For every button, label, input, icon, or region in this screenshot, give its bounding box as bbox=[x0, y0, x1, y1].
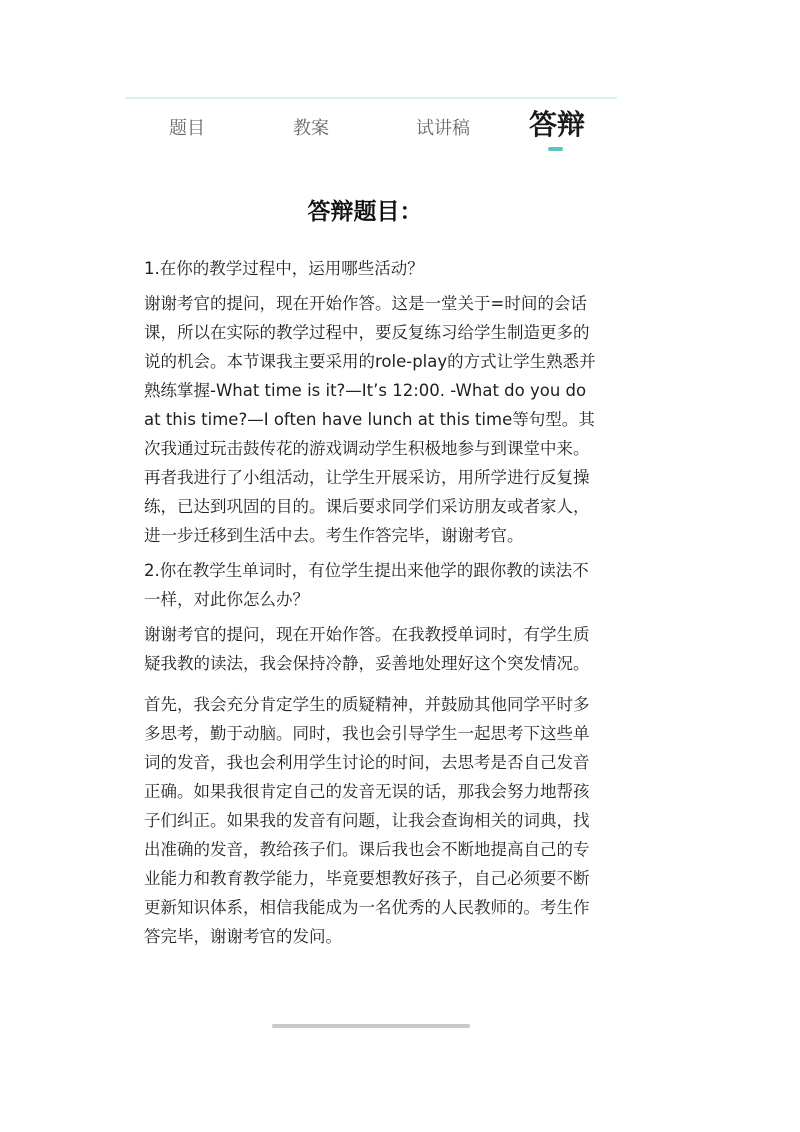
tab-lesson-plan[interactable]: 教案 bbox=[293, 118, 329, 139]
scrollbar-thumb[interactable] bbox=[272, 1024, 470, 1028]
question-2: 2.你在教学生单词时，有位学生提出来他学的跟你教的读法不一样，对此你怎么办？ bbox=[144, 561, 589, 609]
qa-content bbox=[144, 254, 596, 957]
tab-topic[interactable]: 题目 bbox=[169, 118, 205, 139]
answer-1: 谢谢考官的提问，现在开始作答。这是一堂关于=时间的会话课，所以在实际的教学过程中，要反复练习给学生制造更多的说的机会。本节课我主要采用的role-play的方式让学生熟悉并熟练掌握-What time is it?—It’s 12:00. -What do you do at this time?—I often have lunch at this time等句型。其次我通过玩击鼓传花的游戏调动学生积极地参与到课堂中来。再者我进行了小组活动，让学生开展采访，用所学进行反复操练，已达到巩固的目的。课后要求同学们采访朋友或者家人，进一步迁移到生活中去。考生作答完毕，谢谢考官。 bbox=[144, 294, 596, 545]
answer-2-part-2: 首先，我会充分肯定学生的质疑精神，并鼓励其他同学平时多多思考，勤于动脑。同时，我也会引导学生一起思考下这些单词的发音，我也会利用学生讨论的时间，去思考是否自己发音正确。如果我很肯定自己的发音无误的话，那我会努力地帮孩子们纠正。如果我的发音有问题，让我会查询相关的词典，找出准确的发音，教给孩子们。课后我也会不断地提高自己的专业能力和教育教学能力，毕竟要想教好孩子，自己必须要不断更新知识体系，相信我能成为一名优秀的人民教师的。考生作答完毕，谢谢考官的发问。 bbox=[144, 695, 590, 946]
top-divider bbox=[125, 97, 617, 99]
tab-defense[interactable]: 答辩 bbox=[528, 108, 585, 141]
horizontal-scrollbar[interactable] bbox=[272, 1024, 470, 1028]
page-title: 答辩题目： bbox=[307, 199, 423, 225]
answer-2-part-1: 谢谢考官的提问，现在开始作答。在我教授单词时，有学生质疑我教的读法，我会保持冷静，妥善地处理好这个突发情况。 bbox=[144, 625, 590, 673]
active-tab-indicator bbox=[548, 147, 563, 151]
question-1: 1.在你的教学过程中，运用哪些活动？ bbox=[144, 259, 424, 278]
tab-script[interactable]: 试讲稿 bbox=[416, 118, 470, 139]
tab-bar bbox=[125, 104, 617, 154]
